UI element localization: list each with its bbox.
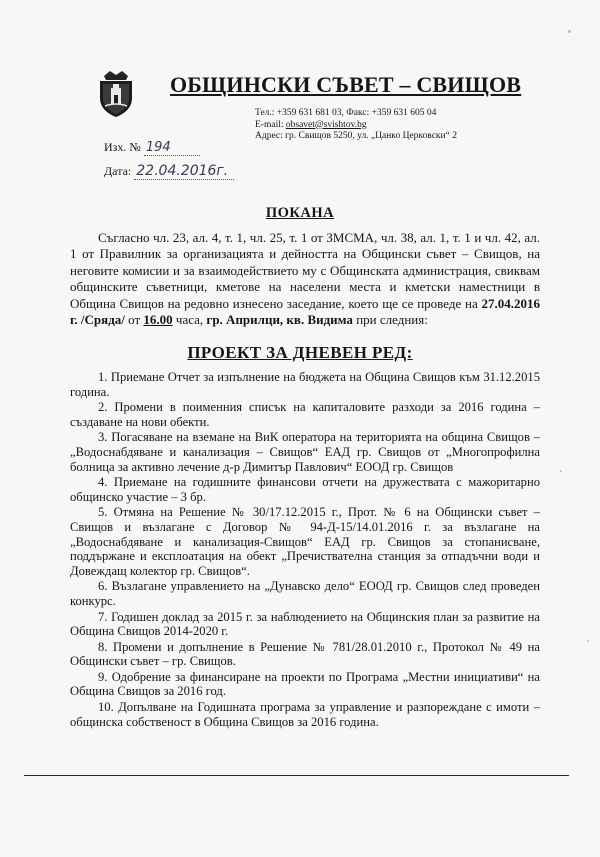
agenda-item: 1. Приемане Отчет за изпълнение на бюджета на Община Свищов към 31.12.2015 година. bbox=[70, 370, 540, 399]
agenda-item: 10. Допълване на Годишната програма за управление и разпореждане с имоти – общинска собственост в Община Свищов за 2016 година. bbox=[70, 700, 540, 729]
contact-address: Адрес: гр. Свищов 5250, ул. „Цанко Церковски“ 2 bbox=[255, 131, 457, 141]
agenda-item: 4. Приемане на годишните финансови отчети на дружествата с мажоритарно общинско участие – 3 бр. bbox=[70, 475, 540, 504]
agenda-item: 2. Промени в поименния списък на капиталовите разходи за 2016 година – създаване на нови обекти. bbox=[70, 400, 540, 429]
agenda-item: 8. Промени и допълнение в Решение № 781/28.01.2010 г., Протокол № 49 на Общински съвет – гр. Свищов. bbox=[70, 639, 540, 669]
document-date-value: 22.04.2016г. bbox=[134, 163, 234, 180]
contact-email-label: E-mail: bbox=[255, 119, 286, 130]
agenda-item: 9. Одобрение за финансиране на проекти по Програма „Местни инициативи“ на Община Свищов за 2016 год. bbox=[70, 669, 540, 699]
session-date: 27.04.2016 г. /Сряда/ bbox=[70, 295, 540, 328]
document-date-label: Дата: bbox=[104, 164, 132, 178]
scan-speck bbox=[568, 30, 571, 33]
session-time: 16.00 bbox=[143, 312, 173, 328]
outgoing-number-value: 194 bbox=[144, 140, 200, 156]
outgoing-number-label: Изх. № bbox=[104, 140, 141, 154]
contact-email-link[interactable]: obsavet@svishtov.bg bbox=[285, 119, 367, 130]
outgoing-number bbox=[104, 140, 200, 156]
agenda-item: 6. Възлагане управлението на „Дунавско дело“ ЕООД гр. Свищов след проведен конкурс. bbox=[70, 579, 540, 608]
scan-speck bbox=[560, 470, 562, 472]
agenda-title: ПРОЕКТ ЗА ДНЕВЕН РЕД: bbox=[187, 343, 413, 362]
scan-speck bbox=[587, 640, 589, 642]
intro-text-2: от bbox=[124, 312, 144, 328]
intro-text-1: Съгласно чл. 23, ал. 4, т. 1, чл. 25, т. 1 от ЗМСМА, чл. 38, ал. 1, т. 1 и чл. 42, ал. 1 от Правилник за организацията и дейността на Общински съвет – Свищов, на неговите комисии и за взаимодействието му с Общинската администрация, свиквам общинските съветници, кметове на населени места и кметски наместници в Община Свищов на редовно изнесено заседание, което ще се проведе на bbox=[70, 230, 540, 311]
session-place: гр. Априлци, кв. Видима bbox=[206, 312, 353, 328]
intro-text-3: часа, bbox=[172, 312, 207, 328]
agenda-list bbox=[70, 370, 540, 729]
footer-divider bbox=[24, 775, 569, 776]
contact-email-line bbox=[255, 120, 585, 132]
agenda-item: 5. Отмяна на Решение № 30/17.12.2015 г., Прот. № 6 на Общински съвет – Свищов и възлагане с Договор № 94-Д-15/14.01.2016 г. за възлагане на „Водоснабдяване и канализация-Свищов“ ЕАД гр. Свищов за стопанисване, поддържане и експлоатация на обект „Пречиствателна станция за отпадъчни води и Довеждащ колектор гр. Свищов“. bbox=[70, 505, 540, 578]
intro-paragraph bbox=[70, 230, 540, 328]
contact-block bbox=[255, 108, 585, 143]
document-date bbox=[104, 163, 234, 180]
agenda-item: 7. Годишен доклад за 2015 г. за наблюдението на Общинския план за развитие на Община Свищов 2014-2020 г. bbox=[70, 609, 540, 639]
org-title: ОБЩИНСКИ СЪВЕТ – СВИЩОВ bbox=[170, 72, 522, 97]
invitation-title: ПОКАНА bbox=[265, 205, 335, 221]
contact-phone: Тел.: +359 631 681 03, Факс: +359 631 605 04 bbox=[255, 108, 437, 118]
agenda-item: 3. Погасяване на вземане на ВиК оператора на територията на община Свищов – „Водоснабдяване и канализация – Свищов“ ЕАД гр. Свищов от „Многопрофилна болница за активно лечение д-р Димитър Павлович“ ЕООД гр. Свищов bbox=[70, 430, 540, 474]
intro-text-4: при следния: bbox=[352, 312, 428, 328]
municipal-crest-icon bbox=[96, 70, 136, 118]
